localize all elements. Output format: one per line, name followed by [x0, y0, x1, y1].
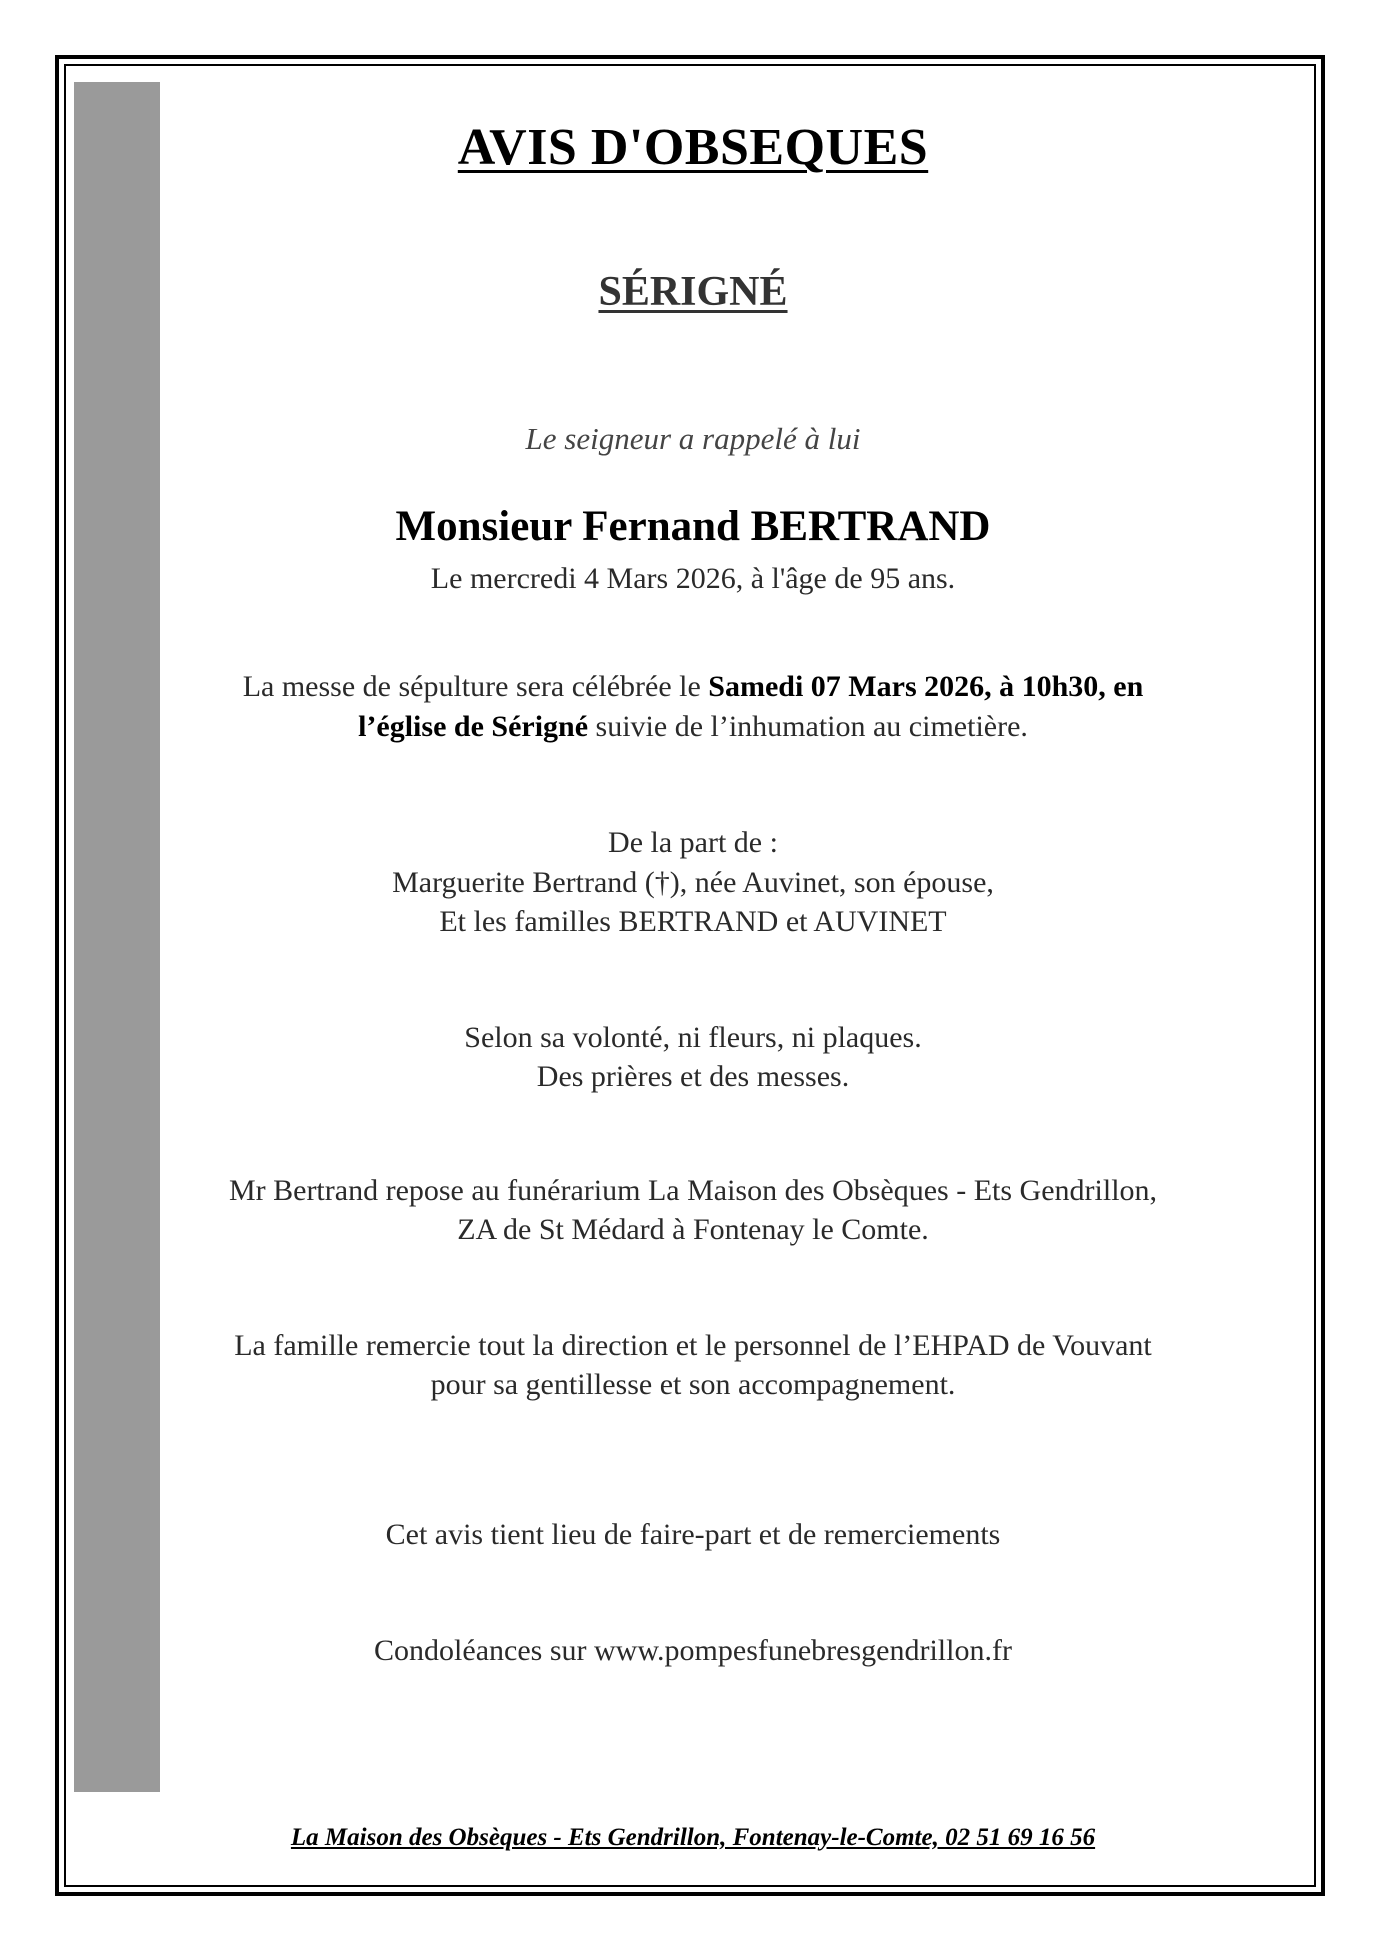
town-name: SÉRIGNÉ: [598, 269, 788, 315]
page-title: AVIS D'OBSEQUES: [457, 119, 929, 176]
wishes-line-1: Selon sa volonté, ni fleurs, ni plaques.: [464, 1021, 922, 1054]
deceased-name: Monsieur Fernand BERTRAND: [395, 503, 991, 550]
ceremony-line-2: [160, 710, 1226, 744]
family-line-1: Marguerite Bertrand (†), née Auvinet, son épouse,: [392, 866, 994, 899]
ceremony-date-time: Samedi 07 Mars 2026, à 10h30, en: [708, 670, 1144, 703]
repose-line-1: Mr Bertrand repose au funérarium La Maison des Obsèques - Ets Gendrillon,: [228, 1174, 1158, 1207]
grey-side-bar: [74, 82, 160, 1792]
ceremony-prefix: La messe de sépulture sera célébrée le: [242, 670, 709, 703]
ceremony-line-1: [160, 670, 1226, 704]
repose-line-2: ZA de St Médard à Fontenay le Comte.: [457, 1213, 929, 1246]
notice-statement: Cet avis tient lieu de faire-part et de remerciements: [385, 1518, 1001, 1551]
ceremony-suffix: suivie de l’inhumation au cimetière.: [588, 710, 1028, 743]
family-line-2: Et les familles BERTRAND et AUVINET: [439, 905, 947, 938]
thanks-line-2: pour sa gentillesse et son accompagnement.: [430, 1368, 956, 1401]
thanks-line-1: La famille remercie tout la direction et le personnel de l’EHPAD de Vouvant: [234, 1329, 1152, 1362]
wishes-line-2: Des prières et des messes.: [536, 1060, 850, 1093]
family-heading: De la part de :: [608, 826, 778, 859]
footer-contact: La Maison des Obsèques - Ets Gendrillon, Fontenay-le-Comte, 02 51 69 16 56: [290, 1824, 1096, 1851]
ceremony-place: l’église de Sérigné: [358, 710, 589, 743]
condolences-line: Condoléances sur www.pompesfunebresgendrillon.fr: [374, 1634, 1012, 1667]
death-info: Le mercredi 4 Mars 2026, à l'âge de 95 ans.: [430, 562, 956, 595]
notice-content: [160, 0, 1226, 1949]
intro-line: Le seigneur a rappelé à lui: [525, 421, 861, 456]
